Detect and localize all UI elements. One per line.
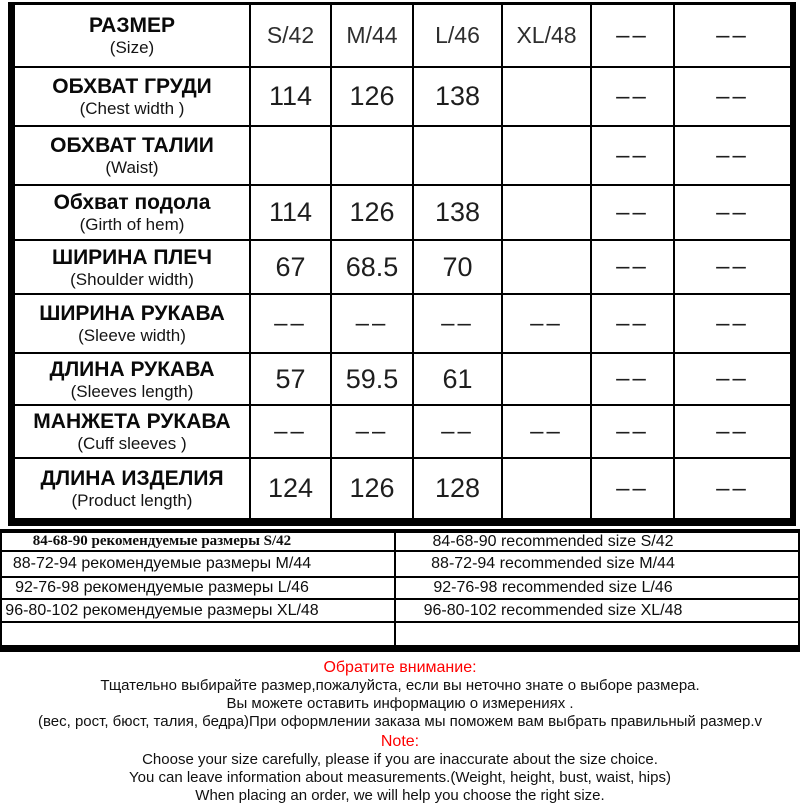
row-label-ru: МАНЖЕТА РУКАВА	[33, 410, 231, 433]
size-value-cell: ––	[592, 68, 675, 127]
size-value-cell: ––	[592, 127, 675, 186]
size-value-cell: ––	[675, 127, 790, 186]
size-value-cell: ––	[251, 406, 332, 459]
size-value-cell	[503, 459, 592, 518]
row-label-ru: ШИРИНА ПЛЕЧ	[51, 245, 213, 269]
row-label-ru: ОБХВАТ ТАЛИИ	[50, 134, 214, 157]
row-label-size	[15, 5, 251, 68]
row-label-hem	[15, 186, 251, 241]
row-label-ru: Обхват подола	[53, 191, 211, 214]
size-value-cell: ––	[332, 295, 414, 354]
note-line-ru: Тщательно выбирайте размер,пожалуйста, если вы неточно знате о выборе размера.	[100, 677, 700, 694]
row-label-en: (Cuff sleeves )	[77, 434, 187, 453]
size-value-cell: ––	[675, 68, 790, 127]
size-value-cell	[503, 68, 592, 127]
rec-row-en: 84-68-90 recommended size S/42	[396, 533, 798, 552]
row-label-sleeves-length	[15, 354, 251, 406]
size-chart-table	[8, 2, 796, 526]
size-value-cell: 124	[251, 459, 332, 518]
row-label-en: (Waist)	[105, 158, 159, 177]
size-value-cell: ––	[503, 406, 592, 459]
column-header-empty: ––	[592, 5, 675, 68]
note-line-ru: (вес, рост, бюст, талия, бедра)При оформлении заказа мы поможем вам выбрать правильный размер.v	[37, 713, 763, 730]
size-value-cell: ––	[251, 295, 332, 354]
size-value-cell	[332, 127, 414, 186]
size-value-cell: 114	[251, 68, 332, 127]
row-label-product-length	[15, 459, 251, 518]
size-value-cell: ––	[675, 406, 790, 459]
row-label-waist	[15, 127, 251, 186]
note-line-en: You can leave information about measurements.(Weight, height, bust, waist, hips)	[129, 769, 671, 786]
row-label-shoulder	[15, 241, 251, 295]
row-label-ru: ДЛИНА РУКАВА	[49, 357, 215, 381]
size-value-cell: ––	[675, 354, 790, 406]
row-label-ru: РАЗМЕР	[89, 14, 175, 37]
size-value-cell: ––	[675, 295, 790, 354]
rec-row-ru: 92-76-98 рекомендуемые размеры L/46	[2, 578, 396, 600]
column-header-empty: ––	[675, 5, 790, 68]
size-value-cell: ––	[716, 474, 749, 502]
row-label-en: (Shoulder width)	[70, 269, 194, 289]
row-label-en: (Chest width )	[79, 99, 185, 118]
row-label-en: (Sleeve width)	[78, 326, 186, 345]
row-label-cuff	[15, 406, 251, 459]
size-value-cell: 59.5	[332, 354, 414, 406]
column-header-l46: L/46	[414, 5, 503, 68]
rec-row-ru: 96-80-102 рекомендуемые размеры XL/48	[2, 600, 396, 623]
size-value-cell: ––	[675, 241, 790, 295]
rec-row-en: 96-80-102 recommended size XL/48	[396, 600, 798, 623]
size-value-cell	[503, 241, 592, 295]
rec-row-ru: 84-68-90 рекомендуемые размеры S/42	[2, 533, 396, 552]
size-value-cell: ––	[592, 354, 675, 406]
row-label-en: (Size)	[109, 38, 155, 57]
note-heading-en: Note:	[380, 733, 420, 750]
size-value-cell: ––	[592, 295, 675, 354]
size-value-cell: ––	[332, 406, 414, 459]
column-header-m44: M/44	[332, 5, 414, 68]
row-label-chest	[15, 68, 251, 127]
row-label-en: (Sleeves length)	[70, 381, 194, 401]
rec-row-ru: 88-72-94 рекомендуемые размеры M/44	[2, 552, 396, 578]
size-value-cell: 128	[414, 459, 503, 518]
note-line-ru: Вы можете оставить информацию о измерениях .	[226, 695, 574, 712]
rec-row-empty	[396, 623, 798, 645]
size-value-cell	[251, 127, 332, 186]
size-value-cell	[503, 186, 592, 241]
size-value-cell	[503, 127, 592, 186]
row-label-en: (Product length)	[71, 491, 193, 510]
note-heading-ru: Обратите внимание:	[323, 659, 477, 676]
column-header-s42: S/42	[251, 5, 332, 68]
size-value-cell: ––	[414, 295, 503, 354]
note-line-en: When placing an order, we will help you choose the right size.	[195, 787, 605, 804]
size-value-cell: 138	[414, 186, 503, 241]
row-label-ru: ДЛИНА ИЗДЕЛИЯ	[40, 467, 224, 490]
size-value-cell: 126	[332, 186, 414, 241]
size-value-cell: ––	[675, 186, 790, 241]
size-value-cell	[503, 354, 592, 406]
notes-section	[0, 652, 800, 805]
size-value-cell: 67	[251, 241, 332, 295]
row-label-ru: ШИРИНА РУКАВА	[39, 302, 225, 325]
size-value-cell: 70	[414, 241, 503, 295]
size-value-cell: ––	[592, 186, 675, 241]
size-value-cell: ––	[592, 406, 675, 459]
size-value-cell	[414, 127, 503, 186]
size-value-cell: ––	[592, 459, 675, 518]
row-label-ru: ОБХВАТ ГРУДИ	[52, 75, 212, 98]
size-value-cell: 114	[251, 186, 332, 241]
size-value-cell: 126	[332, 459, 414, 518]
size-value-cell: 126	[332, 68, 414, 127]
size-value-cell: ––	[503, 295, 592, 354]
row-label-sleeve-width	[15, 295, 251, 354]
size-value-cell: ––	[414, 406, 503, 459]
size-value-cell: 61	[414, 354, 503, 406]
rec-row-empty	[2, 623, 396, 645]
column-header-xl48: XL/48	[503, 5, 592, 68]
row-label-en: (Girth of hem)	[79, 215, 185, 234]
recommended-sizes-table	[0, 529, 800, 652]
rec-row-en: 88-72-94 recommended size M/44	[396, 552, 798, 578]
size-value-cell: 57	[251, 354, 332, 406]
rec-row-en: 92-76-98 recommended size L/46	[396, 578, 798, 600]
note-line-en: Choose your size carefully, please if you are inaccurate about the size choice.	[142, 751, 658, 768]
size-value-cell: ––	[592, 241, 675, 295]
size-value-cell: 68.5	[332, 241, 414, 295]
size-value-cell: 138	[414, 68, 503, 127]
